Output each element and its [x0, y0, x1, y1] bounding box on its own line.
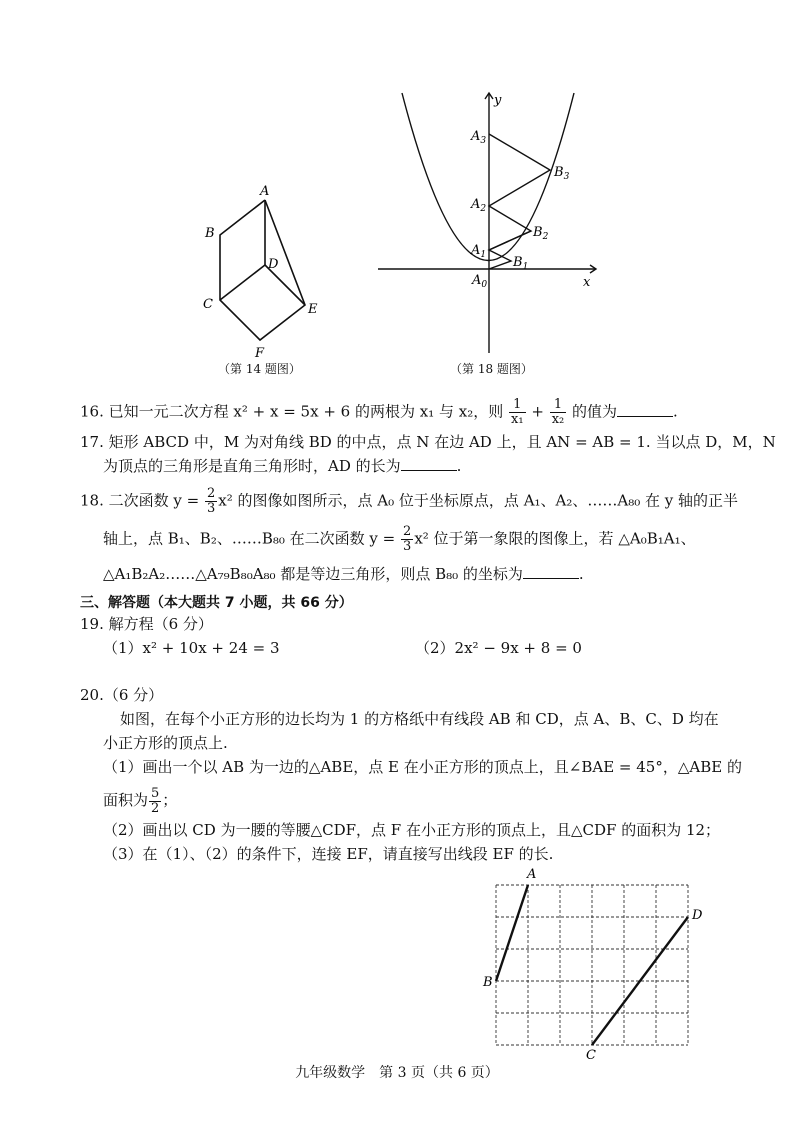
- question-20-part-1a: （1）画出一个以 AB 为一边的△ABE，点 E 在小正方形的顶点上，且∠BAE = 45°，△ABE 的: [103, 758, 742, 776]
- q16-num: 16.: [80, 402, 104, 421]
- q17-text-2: 为顶点的三角形是直角三角形时，AD 的长为: [103, 457, 401, 475]
- fig18-label-a3: $A_3$: [471, 129, 487, 146]
- q16-plus: +: [531, 402, 544, 421]
- fig14-label-e: E: [308, 302, 318, 317]
- q18-text-3: △A₁B₂A₂……△A₇₉B₈₀A₈₀ 都是等边三角形，则点 B₈₀ 的坐标为: [103, 565, 523, 583]
- fig14-label-c: C: [203, 297, 213, 312]
- grid-label-b: B: [483, 975, 493, 990]
- question-17-line-1: [80, 432, 776, 452]
- q18-answer-blank[interactable]: [523, 564, 579, 579]
- question-20-title: 20.（6 分）: [80, 686, 164, 704]
- question-19-title: 19. 解方程（6 分）: [80, 615, 213, 633]
- question-19-part-1: （1）x² + 10x + 24 = 3: [103, 639, 280, 657]
- q17-text-1: 矩形 ABCD 中，M 为对角线 BD 的中点，点 N 在边 AD 上，且 AN = AB = 1. 当以点 D，M，N: [108, 433, 776, 451]
- q17-num: 17.: [80, 433, 104, 451]
- fig14-label-f: F: [255, 346, 265, 360]
- q18-text-1a: 二次函数 y =: [108, 491, 200, 510]
- q16-text-a: 已知一元二次方程 x² + x = 5x + 6 的两根为 x₁ 与 x₂，则: [108, 402, 504, 421]
- q16-text-b: 的值为: [572, 402, 618, 421]
- q16-answer-blank[interactable]: [617, 402, 673, 417]
- grid-label-a: A: [527, 867, 537, 882]
- fig18-label-b2: $B_2$: [533, 225, 549, 242]
- fig18-label-a1: $A_1$: [471, 243, 487, 260]
- question-20-intro-1: 如图，在每个小正方形的边长均为 1 的方格纸中有线段 AB 和 CD，点 A、B、C、D 均在: [120, 710, 719, 728]
- grid-label-c: C: [586, 1048, 596, 1062]
- question-20-part-3: （3）在（1）、（2）的条件下，连接 EF，请直接写出线段 EF 的长.: [103, 845, 554, 863]
- fig18-caption: （第 18 题图）: [450, 362, 533, 376]
- section-3-heading: 三、解答题（本大题共 7 小题，共 66 分）: [80, 595, 353, 611]
- q16-frac-2: $\frac{1}{\text{x₂}}$: [551, 397, 565, 427]
- question-20-part-2: （2）画出以 CD 为一腰的等腰△CDF，点 F 在小正方形的顶点上，且△CDF 的面积为 12；: [103, 821, 721, 839]
- q18-text-2a: 轴上，点 B₁、B₂、……B₈₀ 在二次函数 y =: [103, 529, 396, 548]
- question-18-line-1: [80, 487, 738, 516]
- question-17-line-2: 为顶点的三角形是直角三角形时，AD 的长为 .: [103, 457, 462, 475]
- fig18-axis-x: x: [583, 275, 591, 290]
- segment-ab: [496, 885, 528, 981]
- q20-p1b-text: 面积为: [103, 791, 149, 809]
- fig14-label-a: A: [260, 184, 270, 199]
- q17-answer-blank[interactable]: [401, 456, 457, 471]
- q18-frac-2: $\frac{2}{3}$: [403, 524, 412, 554]
- figure-18: [378, 88, 603, 358]
- q20-frac: $\frac{5}{2}$: [151, 785, 160, 816]
- fig18-label-a0: $A_0$: [472, 273, 488, 290]
- fig18-label-a2: $A_2$: [471, 197, 487, 214]
- q18-text-2b: x² 位于第一象限的图像上，若 △A₀B₁A₁、: [414, 529, 696, 548]
- fig14-caption: （第 14 题图）: [218, 362, 301, 376]
- page-footer: 九年级数学 第 3 页（共 6 页）: [295, 1065, 499, 1081]
- fig14-label-b: B: [205, 226, 215, 241]
- q20-p1c-text: ；: [162, 791, 178, 809]
- fig14-label-d: D: [268, 257, 279, 272]
- figure-14: [195, 180, 335, 360]
- grid-figure: [480, 862, 710, 1062]
- fig18-label-b3: $B_3$: [554, 165, 570, 182]
- question-18-line-3: △A₁B₂A₂……△A₇₉B₈₀A₈₀ 都是等边三角形，则点 B₈₀ 的坐标为 .: [103, 565, 584, 583]
- question-20-intro-2: 小正方形的顶点上.: [103, 734, 228, 752]
- question-20-part-1b: [103, 786, 177, 816]
- question-19-part-2: （2）2x² − 9x + 8 = 0: [415, 639, 582, 657]
- q18-frac-1: $\frac{2}{3}$: [207, 486, 216, 516]
- q18-text-1b: x² 的图像如图所示，点 A₀ 位于坐标原点，点 A₁、A₂、……A₈₀ 在 y 轴的正半: [218, 491, 739, 510]
- fig18-axis-y: y: [494, 93, 502, 108]
- q18-num: 18.: [80, 491, 104, 510]
- question-16: 16. 已知一元二次方程 x² + x = 5x + 6 的两根为 x₁ 与 x₂，则 $\frac{1}{\text{x₁}}$ + $\frac{1}{\text{x₂}}$ 的值为 .: [80, 397, 678, 427]
- q16-frac-1: $\frac{1}{\text{x₁}}$: [511, 397, 524, 427]
- question-18-line-2: [103, 525, 696, 554]
- grid-label-d: D: [692, 908, 703, 923]
- fig18-label-b1: $B_1$: [513, 255, 529, 272]
